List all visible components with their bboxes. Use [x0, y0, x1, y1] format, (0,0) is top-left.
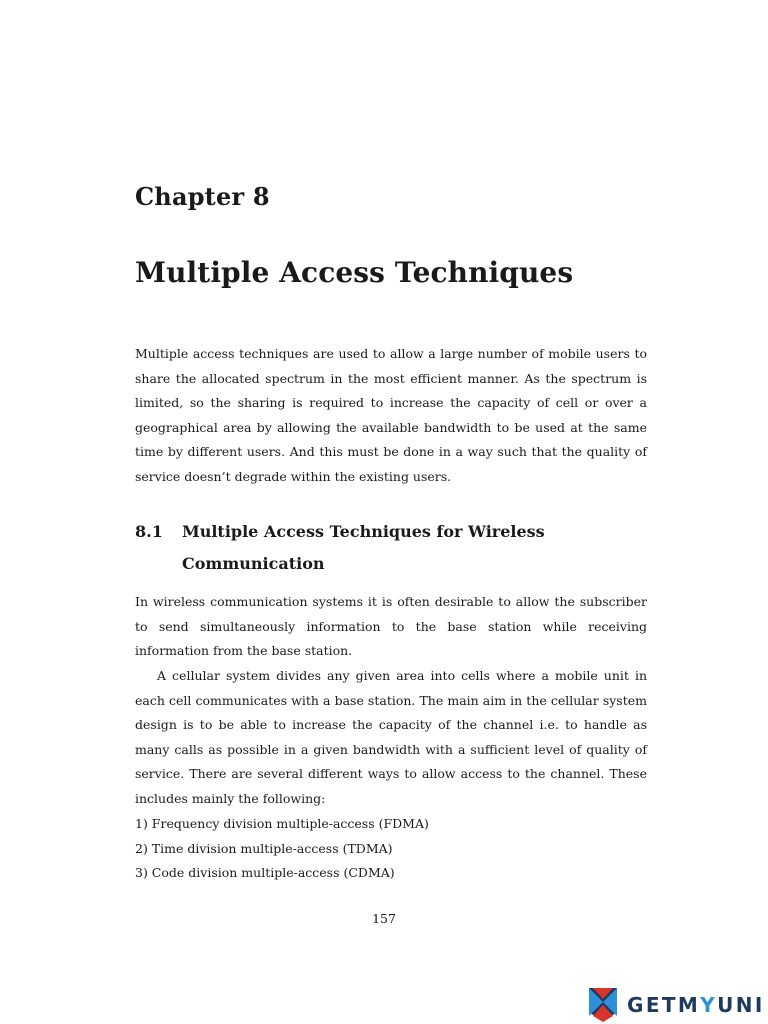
chapter-title: Multiple Access Techniques — [135, 256, 574, 289]
getmyuni-watermark — [589, 987, 765, 1023]
getmyuni-logo-icon — [589, 988, 617, 1022]
list-item: 2) Time division multiple-access (TDMA) — [135, 840, 393, 856]
page-number: 157 — [372, 911, 396, 926]
chapter-label: Chapter 8 — [135, 182, 270, 211]
body-paragraph: A cellular system divides any given area into cells where a mobile unit in each cell communicates with a base station. The main aim in the cellular system design is to be able to increase the capacity of the channel i.e. to handle as many calls as possible in a given bandwidth with a sufficient level of quality of service. There are several different ways to allow access to the channel. These includes mainly the following: — [135, 668, 647, 806]
section-heading — [135, 516, 647, 580]
list-item: 1) Frequency division multiple-access (FDMA) — [135, 816, 429, 831]
intro-paragraph: Multiple access techniques are used to allow a large number of mobile users to share the allocated spectrum in the most efficient manner. As the spectrum is limited, so the sharing is required to increase the capacity of cell or over a geographical area by allowing the available bandwidth to be used at the same time by different users. And this must be done in a way such that the quality of service doesn’t degrade within the existing users. — [135, 346, 647, 484]
access-techniques-list — [135, 812, 429, 886]
section-number: 8.1 — [135, 522, 163, 541]
list-item: 3) Code division multiple-access (CDMA) — [135, 865, 395, 881]
watermark-text: GETMYUNI — [627, 993, 765, 1017]
section-title: Multiple Access Techniques for Wireless Communication — [182, 522, 545, 573]
body-paragraph: In wireless communication systems it is often desirable to allow the subscriber to send simultaneously information to the base station while receiving information from the base station. — [135, 594, 647, 659]
